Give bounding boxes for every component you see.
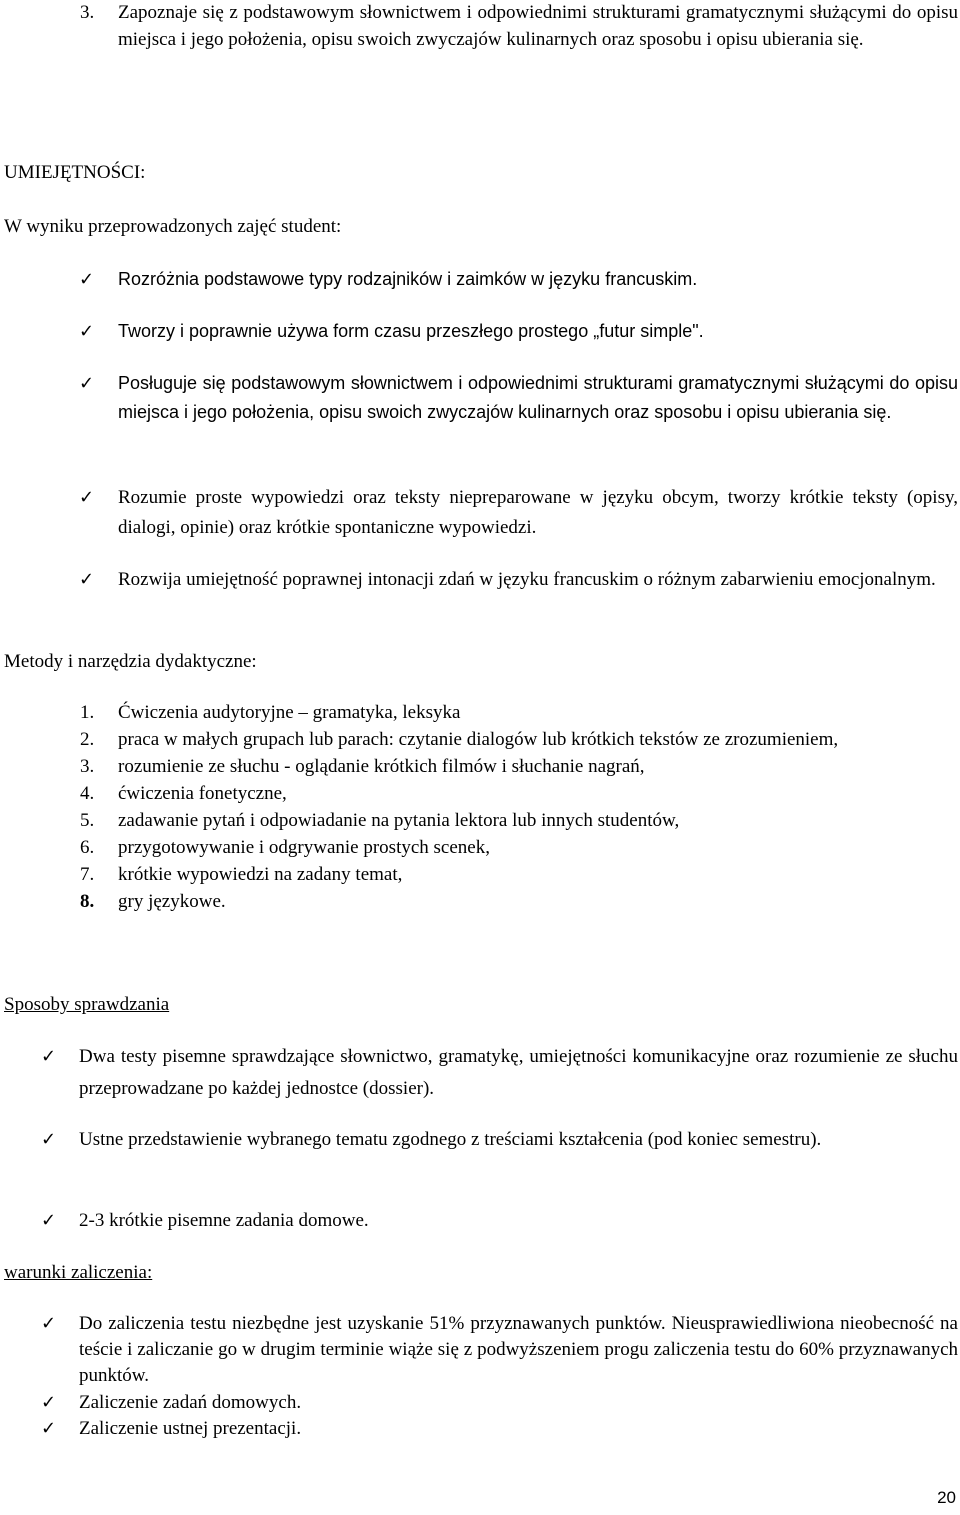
methods-list-item: [80, 780, 958, 807]
intro-item-number: 3.: [80, 2, 95, 23]
check-icon: ✓: [79, 269, 95, 290]
methods-list-item: [80, 753, 958, 780]
methods-item-number: 5.: [80, 810, 95, 831]
check-icon: ✓: [79, 487, 95, 508]
methods-item-text: ćwiczenia fonetyczne,: [118, 783, 287, 804]
skills-item: [79, 565, 958, 595]
assessment-item: [41, 1124, 958, 1156]
intro-item-text: Zapoznaje się z podstawowym słownictwem i odpowiednimi strukturami gramatycznymi służącymi do opisu miejsca i jego położenia, opisu swoich zwyczajów kulinarnych oraz sposobu i opisu ubierania się.: [118, 2, 958, 50]
conditions-item: [41, 1311, 958, 1389]
methods-item-number: 1.: [80, 702, 95, 723]
skills-item: [79, 318, 958, 345]
methods-item-text: gry językowe.: [118, 891, 226, 912]
check-icon: ✓: [41, 1313, 57, 1334]
conditions-item-text: Do zaliczenia testu niezbędne jest uzyskanie 51% przyznawanych punktów. Nieusprawiedliwiona nieobecność na teście i zaliczanie go w drugim terminie wiąże się z podwyższeniem progu zaliczenia testu do 60% przyznawanych punktów.: [79, 1313, 958, 1386]
skills-item-text: Tworzy i poprawnie używa form czasu przeszłego prostego „futur simple".: [118, 321, 704, 341]
methods-list-item: [80, 699, 958, 726]
assessment-item: [41, 1207, 958, 1234]
methods-heading: Metody i narzędzia dydaktyczne:: [4, 651, 257, 672]
skills-item-text: Rozwija umiejętność poprawnej intonacji zdań w języku francuskim o różnym zabarwieniu emocjonalnym.: [118, 569, 936, 590]
methods-item-number: 3.: [80, 756, 95, 777]
methods-item-number: 2.: [80, 729, 95, 750]
methods-list-item: [80, 807, 958, 834]
check-icon: ✓: [41, 1418, 57, 1439]
methods-item-text: rozumienie ze słuchu - oglądanie krótkich filmów i słuchanie nagrań,: [118, 756, 645, 777]
skills-heading: UMIEJĘTNOŚCI:: [4, 162, 146, 183]
page-number: 20: [937, 1488, 956, 1507]
assessment-item-text: Ustne przedstawienie wybranego tematu zgodnego z treściami kształcenia (pod koniec semestru).: [79, 1129, 822, 1150]
methods-item-text: praca w małych grupach lub parach: czytanie dialogów lub krótkich tekstów ze zrozumieniem,: [118, 729, 839, 750]
assessment-heading: Sposoby sprawdzania: [4, 994, 170, 1015]
skills-item: [79, 266, 958, 293]
methods-list-item: [80, 861, 958, 888]
check-icon: ✓: [79, 321, 95, 342]
methods-item-number: 4.: [80, 783, 95, 804]
methods-item-number: 6.: [80, 837, 95, 858]
intro-list-item: [80, 0, 958, 53]
assessment-item: [41, 1041, 958, 1105]
methods-item-text: Ćwiczenia audytoryjne – gramatyka, leksyka: [118, 702, 461, 723]
methods-list-item: [80, 726, 958, 753]
skills-intro: W wyniku przeprowadzonych zajęć student:: [4, 216, 342, 237]
conditions-item: [41, 1390, 958, 1416]
conditions-item-text: Zaliczenie ustnej prezentacji.: [79, 1418, 302, 1439]
methods-item-text: krótkie wypowiedzi na zadany temat,: [118, 864, 403, 885]
skills-item-text: Posługuje się podstawowym słownictwem i odpowiednimi strukturami gramatycznymi służącymi do opisu miejsca i jego położenia, opisu swoich zwyczajów kulinarnych oraz sposobu i opisu ubierania się.: [118, 373, 958, 422]
check-icon: ✓: [41, 1392, 57, 1413]
conditions-heading: warunki zaliczenia:: [4, 1262, 153, 1283]
skills-item-text: Rozumie proste wypowiedzi oraz teksty niepreparowane w języku obcym, tworzy krótkie teksty (opisy, dialogi, opinie) oraz krótkie spontaniczne wypowiedzi.: [118, 487, 958, 538]
methods-item-text: przygotowywanie i odgrywanie prostych scenek,: [118, 837, 490, 858]
methods-list: [80, 699, 958, 915]
methods-item-text: zadawanie pytań i odpowiadanie na pytania lektora lub innych studentów,: [118, 810, 680, 831]
check-icon: ✓: [41, 1046, 57, 1067]
skills-item: [79, 369, 958, 427]
methods-list-item: [80, 834, 958, 861]
skills-item-text: Rozróżnia podstawowe typy rodzajników i zaimków w języku francuskim.: [118, 269, 698, 289]
check-icon: ✓: [79, 569, 95, 590]
conditions-item: [41, 1416, 958, 1442]
methods-list-item: [80, 888, 958, 915]
conditions-item-text: Zaliczenie zadań domowych.: [79, 1392, 302, 1413]
check-icon: ✓: [41, 1129, 57, 1150]
methods-item-number: 8.: [80, 891, 95, 912]
assessment-item-text: Dwa testy pisemne sprawdzające słownictwo, gramatykę, umiejętności komunikacyjne oraz rozumienie ze słuchu przeprowadzane po każdej jednostce (dossier).: [79, 1046, 958, 1099]
check-icon: ✓: [79, 373, 95, 394]
methods-item-number: 7.: [80, 864, 95, 885]
skills-item: [79, 483, 958, 543]
assessment-item-text: 2-3 krótkie pisemne zadania domowe.: [79, 1210, 369, 1231]
check-icon: ✓: [41, 1210, 57, 1231]
